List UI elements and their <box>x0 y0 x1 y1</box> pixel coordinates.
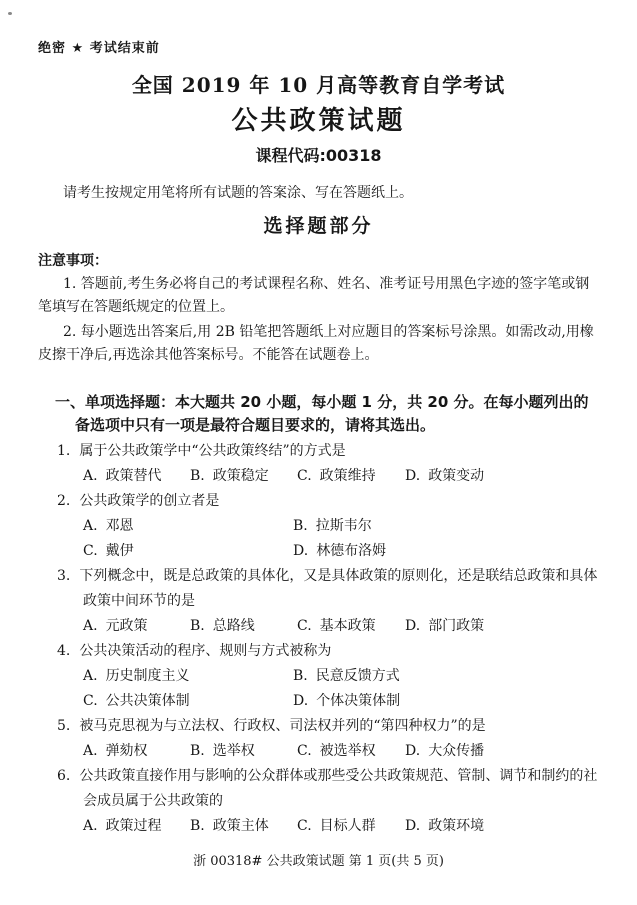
question-3 <box>38 564 599 639</box>
option-text: 历史制度主义 <box>105 668 190 684</box>
question-6-options <box>83 814 599 839</box>
option-a <box>83 814 190 839</box>
option-b <box>190 614 297 639</box>
option-label: D. <box>405 618 421 634</box>
question-4-text <box>57 639 599 664</box>
option-d <box>405 739 599 764</box>
section-heading: 选择题部分 <box>263 215 374 237</box>
question-stem: 公共政策直接作用与影响的公众群体或那些受公共政策规范、管制、调节和制约的社会成员属于公共政策的 <box>79 768 598 809</box>
question-stem: 下列概念中，既是总政策的具体化，又是具体政策的原则化，还是联结总政策和具体政策中间环节的是 <box>79 568 598 609</box>
option-label: D. <box>405 468 421 484</box>
option-label: C. <box>297 743 312 759</box>
option-label: D. <box>293 543 309 559</box>
option-label: B. <box>190 818 205 834</box>
option-label: A. <box>83 518 98 534</box>
option-d <box>293 539 599 564</box>
option-c <box>297 614 405 639</box>
option-text: 政策稳定 <box>212 468 269 484</box>
question-list <box>38 439 599 839</box>
option-text: 目标人群 <box>319 818 376 834</box>
classification-banner: 绝密 ★ 考试结束前 <box>38 41 160 56</box>
option-text: 弹劾权 <box>105 743 148 759</box>
option-text: 政策变动 <box>428 468 485 484</box>
option-text: 政策维持 <box>319 468 376 484</box>
option-b <box>190 814 297 839</box>
option-a <box>83 614 190 639</box>
option-label: B. <box>190 618 205 634</box>
option-a <box>83 514 293 539</box>
option-text: 林德布洛姆 <box>316 543 387 559</box>
option-text: 被选举权 <box>319 743 376 759</box>
question-6-text <box>57 764 599 814</box>
option-text: 政策过程 <box>105 818 162 834</box>
option-text: 基本政策 <box>319 618 376 634</box>
option-text: 个体决策体制 <box>316 693 401 709</box>
question-4 <box>38 639 599 714</box>
option-c <box>297 739 405 764</box>
option-text: 元政策 <box>105 618 148 634</box>
option-label: B. <box>293 668 308 684</box>
option-c <box>297 464 405 489</box>
option-text: 公共决策体制 <box>105 693 190 709</box>
question-3-text <box>57 564 599 614</box>
option-label: C. <box>83 543 98 559</box>
question-1-text <box>57 439 599 464</box>
option-text: 邓恩 <box>105 518 134 534</box>
option-d <box>405 614 599 639</box>
option-label: C. <box>297 618 312 634</box>
option-text: 政策替代 <box>105 468 162 484</box>
option-text: 戴伊 <box>105 543 134 559</box>
question-number: 2. <box>57 493 71 509</box>
option-d <box>405 464 599 489</box>
option-label: D. <box>293 693 309 709</box>
option-c <box>83 689 293 714</box>
question-4-options <box>83 664 599 714</box>
option-label: B. <box>293 518 308 534</box>
question-stem: 被马克思视为与立法权、行政权、司法权并列的“第四种权力”的是 <box>79 718 486 734</box>
course-code: 课程代码:00318 <box>255 146 382 165</box>
option-b <box>293 514 599 539</box>
option-c <box>83 539 293 564</box>
option-b <box>190 739 297 764</box>
question-stem: 公共政策学的创立者是 <box>79 493 220 509</box>
question-2 <box>38 489 599 564</box>
question-3-options <box>83 614 599 639</box>
option-a <box>83 664 293 689</box>
option-label: A. <box>83 668 98 684</box>
option-a <box>83 464 190 489</box>
question-number: 3. <box>57 568 71 584</box>
option-text: 政策主体 <box>212 818 269 834</box>
option-text: 民意反馈方式 <box>315 668 400 684</box>
option-d <box>293 689 599 714</box>
question-stem: 公共决策活动的程序、规则与方式被称为 <box>79 643 332 659</box>
question-6 <box>38 764 599 839</box>
option-text: 总路线 <box>212 618 255 634</box>
note-item-1: 1. 答题前,考生务必将自己的考试课程名称、姓名、准考证号用黑色字迹的签字笔或钢笔填写在答题纸规定的位置上。 <box>38 276 590 315</box>
option-a <box>83 739 190 764</box>
option-text: 政策环境 <box>428 818 485 834</box>
option-label: A. <box>83 743 98 759</box>
option-label: C. <box>83 693 98 709</box>
option-text: 选举权 <box>212 743 255 759</box>
question-2-text <box>57 489 599 514</box>
notes-heading: 注意事项： <box>38 253 108 269</box>
option-text: 大众传播 <box>428 743 485 759</box>
option-label: C. <box>297 818 312 834</box>
option-label: C. <box>297 468 312 484</box>
option-d <box>405 814 599 839</box>
question-number: 6. <box>57 768 71 784</box>
paper-title: 公共政策试题 <box>231 106 406 136</box>
option-label: D. <box>405 743 421 759</box>
question-1-options <box>83 464 599 489</box>
question-number: 5. <box>57 718 71 734</box>
option-text: 拉斯韦尔 <box>315 518 372 534</box>
question-2-options <box>83 514 599 564</box>
option-b <box>190 464 297 489</box>
question-5-text <box>57 714 599 739</box>
note-item-2: 2. 每小题选出答案后,用 2B 铅笔把答题纸上对应题目的答案标号涂黑。如需改动,用橡皮擦干净后,再选涂其他答案标号。不能答在试题卷上。 <box>38 324 594 363</box>
part-one-heading: 一、单项选择题：本大题共 20 小题，每小题 1 分，共 20 分。在每小题列出的备选项中只有一项是最符合题目要求的，请将其选出。 <box>55 393 589 434</box>
page-footer: 浙 00318# 公共政策试题 第 1 页(共 5 页) <box>193 854 444 869</box>
option-label: D. <box>405 818 421 834</box>
option-label: A. <box>83 618 98 634</box>
option-label: A. <box>83 818 98 834</box>
question-1 <box>38 439 599 489</box>
answer-sheet-instruction: 请考生按规定用笔将所有试题的答案涂、写在答题纸上。 <box>63 185 413 201</box>
question-stem: 属于公共政策学中“公共政策终结”的方式是 <box>79 443 346 459</box>
option-b <box>293 664 599 689</box>
question-5 <box>38 714 599 764</box>
option-label: A. <box>83 468 98 484</box>
question-number: 4. <box>57 643 71 659</box>
option-label: B. <box>190 468 205 484</box>
scan-speck <box>8 12 12 15</box>
question-5-options <box>83 739 599 764</box>
question-number: 1. <box>57 443 71 459</box>
option-c <box>297 814 405 839</box>
option-text: 部门政策 <box>428 618 485 634</box>
option-label: B. <box>190 743 205 759</box>
exam-title: 全国 2019 年 10 月高等教育自学考试 <box>131 73 506 97</box>
